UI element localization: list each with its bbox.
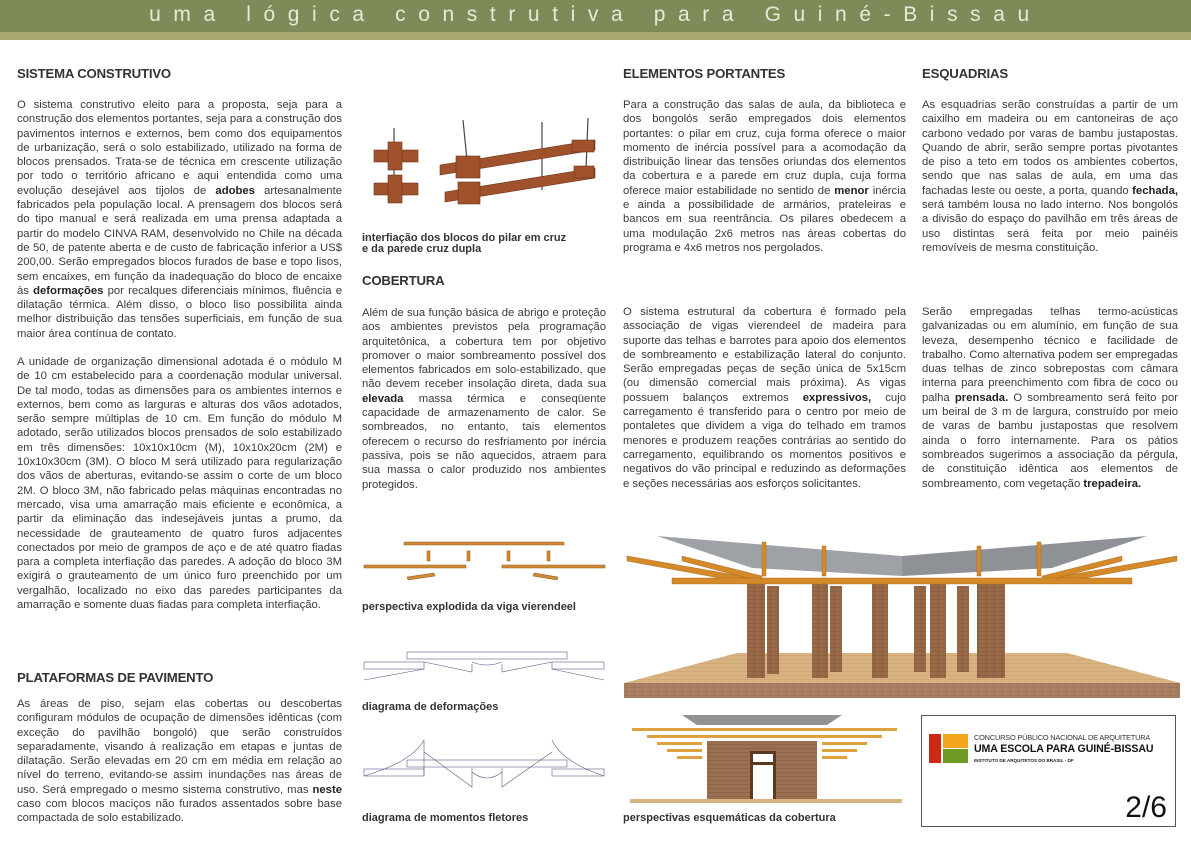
figure-pavilhao-perspectiva (622, 528, 1182, 700)
text-sistema-construtivo-p1: O sistema construtivo eleito para a proposta, seja para a construção dos elementos portantes, seja para a construção dos pavimentos internos e externos, bem como dos equipamentos de urbanização, será o solo estabilizado, utilizado na forma de blocos prensados. Trata-se de técnica em crescente utilização por todo o território africano e aqui entendida como uma evolução desejável aos tijolos de adobes artesanalmente fabricados pela população local. A prensagem dos blocos será do tipo manual e será realizada em uma prensa adaptada a partir do modelo CINVA RAM, desenvolvido no Chile na década de 50, de patente aberta e de custo de fabricação inferior a US$ 200,00. Serão empregados blocos furados de base e topo lisos, sem encaixes, em função da inadequação do bloco de encaixe às deformações por recalques diferenciais mínimos, fluência e dilatação térmica. Além disso, o bloco liso possibilita ainda melhor distribuição das tensões superficiais, em função de sua maior área contínua de contato. (17, 99, 342, 340)
heading-sistema-construtivo: SISTEMA CONSTRUTIVO (17, 66, 171, 81)
caption-viga-vierendeel: perspectiva explodida da viga vierendeel (362, 601, 576, 613)
logo-red-block (929, 734, 941, 763)
figure-blocos-pilar-cruz (360, 110, 600, 220)
heading-elementos-portantes: ELEMENTOS PORTANTES (623, 66, 786, 81)
caption-blocos-l2: e da parede cruz dupla (362, 243, 482, 255)
text-cobertura: Além de sua função básica de abrigo e proteção aos ambientes previstos pela programação arquitetônica, a cobertura tem por objetivo promover o maior sombreamento possível dos elementos fabricados em solo-estabilizado, que não devem receber insolação direta, dada sua elevada massa térmica e conseqüente capacidade de armazenamento de calor. Se sombreados, no entanto, tais elementos oferecem o recurso do resfriamento por inércia passiva, pois se não aquecidos, atraem para sua massa o calor produzido nos ambientes protegidos. (362, 307, 606, 491)
project-title: UMA ESCOLA PARA GUINÉ-BISSAU (974, 743, 1154, 755)
institute-name: INSTITUTO DE ARQUITETOS DO BRASIL - DF (974, 758, 1074, 763)
caption-perspectivas-cobertura: perspectivas esquemáticas da cobertura (623, 812, 836, 824)
text-sistema-construtivo-p2: A unidade de organização dimensional adotada é o módulo M de 10 cm estabelecido para a coordenação modular universal. De tal modo, todas as dimensões para os ambientes internos e externos, bem como as larguras e alturas dos vãos adotados, serão sempre múltiplas de 10 cm. Em função do módulo M adotado, serão utilizados blocos prensados de solo estabilizado em três dimensões: 10x10x10cm (M), 10x10x20cm (2M) e 10x10x30cm (3M). O bloco M será utilizado para regularização dos vãos de aberturas, evitando-se assim o corte de um bloco 2M. O bloco 3M, não fabricado pelas máquinas encontradas no mercado, visa uma amarração mais eficiente e econômica, a partir da eliminação das indesejáveis juntas a prumo, da necessidade de grauteamento de quatro furos adjacentes conectados por meio de grampos de aço e de até quatro fiadas para a completa interfiação das paredes. A adoção do bloco 3M exigirá o grauteamento de um único furo preenchido por um vergalhão, localizado no eixo das paredes participantes da amarração e somente duas fiadas para completa interfiação. (17, 356, 342, 612)
text-elementos-portantes: Para a construção das salas de aula, da biblioteca e dos bongolós serão empregados dois elementos portantes: o pilar em cruz, cuja forma oferece o maior momento de inércia possível para a acomodação da distribuição linear das tensões oriundas dos elementos da cobertura e a parede em cruz dupla, cuja forma oferece maior estabilidade no sentido de menor inércia e ainda a possibilidade de armários, prateleiras e bancos em sua reentrância. Os pilares obedecem a uma modulação 2x6 metros nas áreas cobertas do programa e 4x6 metros nos pergolados. (623, 99, 906, 254)
caption-diagrama-momentos: diagrama de momentos fletores (362, 812, 529, 824)
header-banner (0, 0, 1191, 32)
text-telhas-sombreamento: Serão empregadas telhas termo-acústicas galvanizadas ou em alumínio, em função de sua leveza, desempenho técnico e facilidade de trabalho. Como alternativa podem ser empregadas duas telhas de zinco sobrepostas com câmara interna para preenchimento com fibra de coco ou palha prensada. O sombreamento será feito por um beiral de 3 m de largura, construído por meio de varas de bambu justapostas que resolvem ainda o forro internamente. Para os pátios sombreados sugerimos a associação da pérgula, de constituição idêntica aos elementos de sombreamento, com vegetação trepadeira. (922, 306, 1178, 490)
page-number: 2/6 (1125, 791, 1167, 824)
heading-esquadrias: ESQUADRIAS (922, 66, 1008, 81)
banner-accent-strip (0, 32, 1191, 40)
heading-plataformas-pavimento: PLATAFORMAS DE PAVIMENTO (17, 670, 214, 685)
title-block (921, 715, 1176, 827)
figure-diagrama-deformacoes (362, 642, 607, 687)
competition-name: CONCURSO PÚBLICO NACIONAL DE ARQUITETURA (974, 733, 1151, 742)
figure-viga-vierendeel-explodida (362, 535, 607, 585)
figure-sala-perspectiva (622, 713, 902, 803)
page-title: uma lógica construtiva para Guiné-Bissau (149, 3, 1042, 26)
logo-green-block (943, 749, 968, 763)
logo-orange-block (943, 734, 968, 748)
text-plataformas-pavimento: As áreas de piso, sejam elas cobertas ou descobertas configuram módulos de ocupação de dimensões idênticas (com exceção do pavilhão bongoló) que serão construídos separadamente, visando à realização em etapas e juntas de dilatação. Serão elevadas em 20 cm em média em relação ao nível do terreno, evitando-se assim inundações nas áreas de uso. Será empregado o mesmo sistema construtivo, mas neste caso com blocos maciços não furados assentados sobre base compactada de solo estabilizado. (17, 698, 342, 825)
text-esquadrias: As esquadrias serão construídas a partir de um caixilho em madeira ou em cantoneiras de aço carbono vedado por varas de bambu justapostas. Quando de abrir, serão sempre portas pivotantes de piso a teto em todos os ambientes cobertos, sendo que nas salas de aula, em uma das fachadas leste ou oeste, a porta, quando fechada, será também lousa no lado interno. Nos bongolós a divisão do espaço do pavilhão em três áreas de uso distintas será feita por meio painéis removíveis de mesma constituição. (922, 99, 1178, 254)
heading-cobertura: COBERTURA (362, 273, 445, 288)
figure-diagrama-momentos-fletores (362, 732, 607, 794)
caption-blocos-l1: interfiação dos blocos do pilar em cruz (362, 232, 567, 244)
caption-diagrama-deformacoes: diagrama de deformações (362, 701, 499, 713)
text-sistema-estrutural-cobertura: O sistema estrutural da cobertura é formado pela associação de vigas vierendeel de madeira para suporte das telhas e barrotes para apoio dos elementos de sombreamento e estabilização lateral do conjunto. Serão empregadas peças de seção única de 5x15cm (ou dimensão comercial mais próxima). As vigas possuem balanços extremos expressivos, cujo carregamento é transferido para o centro por meio de pontaletes que dividem a viga do telhado em tramos menores e produzem reações contrárias ao sentido do carregamento, equilibrando os momentos positivos e negativos do vão principal e reduzindo as deformações e seções necessárias aos esforços solicitantes. (623, 306, 906, 490)
